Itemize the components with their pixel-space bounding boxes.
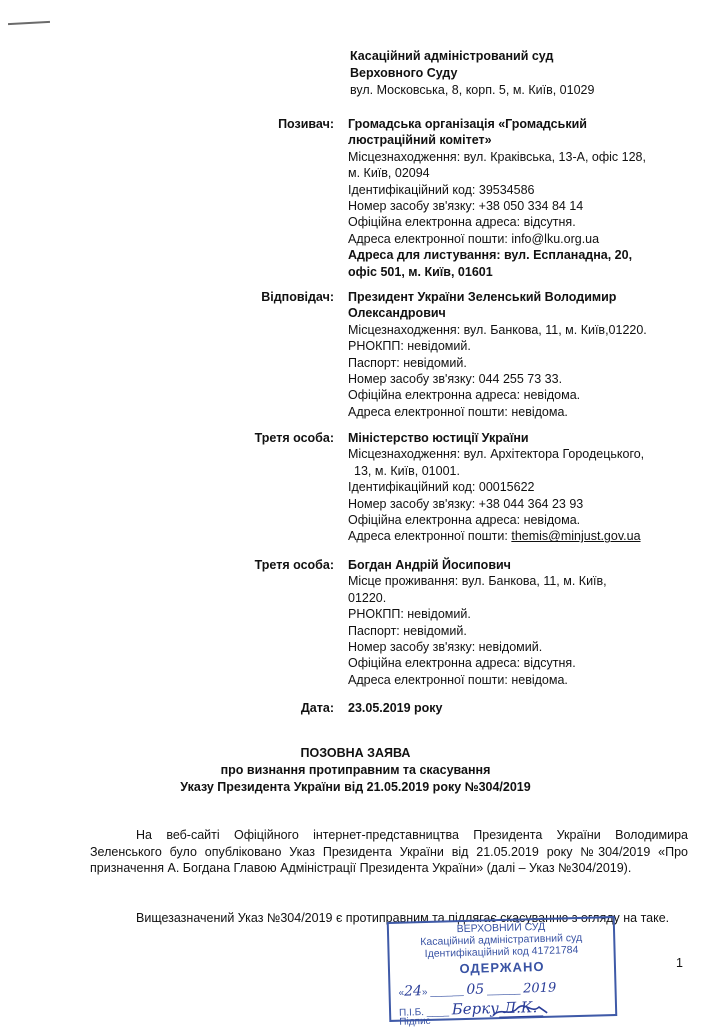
defendant-phone: Номер засобу зв'язку: 044 255 73 33.: [348, 372, 563, 387]
defendant-official-email: Офіційна електронна адреса: невідома.: [348, 388, 581, 403]
plaintiff-name-line2: люстраційний комітет»: [348, 133, 492, 148]
plaintiff-details: [348, 116, 678, 280]
title-line2: про визнання протиправним та скасування: [220, 763, 491, 777]
third-party-1-location-line2: 13, м. Київ, 01001.: [354, 463, 460, 478]
defendant-name-line1: Президент України Зеленський Володимир: [348, 290, 617, 304]
plaintiff-name-line1: Громадська організація «Громадський: [348, 117, 587, 131]
third-party-1-email-link[interactable]: themis@minjust.gov.ua: [511, 529, 641, 544]
third-party-1-official-email: Офіційна електронна адреса: невідома.: [348, 513, 581, 528]
defendant-details: [348, 289, 678, 420]
third-party-2-phone: Номер засобу зв'язку: невідомий.: [348, 640, 543, 655]
plaintiff-email: Адреса електронної пошти: info@lku.org.ua: [348, 231, 600, 246]
defendant-email: Адреса електронної пошти: невідома.: [348, 404, 568, 419]
third-party-1-location-line1: Місцезнаходження: вул. Архітектора Городецького,: [348, 447, 645, 462]
plaintiff-official-email: Офіційна електронна адреса: відсутня.: [348, 215, 576, 230]
defendant-rnokpp: РНОКПП: невідомий.: [348, 339, 471, 354]
stamp-pib-row: П.І.Б. ____ Берку Л.К.: [398, 998, 538, 1019]
third-party-2-rnokpp: РНОКПП: невідомий.: [348, 607, 471, 622]
third-party-2-name: Богдан Андрій Йосипович: [348, 558, 511, 572]
stamp-pib-label: П.І.Б.: [398, 1007, 425, 1019]
third-party-2-passport: Паспорт: невідомий.: [348, 623, 467, 638]
date-value: 23.05.2019 року: [348, 701, 443, 715]
third-party-1-name: Міністерство юстиції України: [348, 431, 529, 445]
title-line1: ПОЗОВНА ЗАЯВА: [300, 746, 411, 760]
third-party-1-details: [348, 430, 678, 545]
court-name-line2: Верховного Суду: [350, 66, 458, 80]
scan-artifact: [8, 21, 50, 25]
court-addressee: [350, 48, 594, 99]
court-name-line1: Касаційний адміністрований суд: [350, 49, 554, 63]
stamp-received: ОДЕРЖАНО: [459, 958, 545, 977]
third-party-1-id-code: Ідентифікаційний код: 00015622: [348, 480, 535, 495]
third-party-2-details: [348, 557, 678, 688]
plaintiff-label: Позивач:: [278, 117, 334, 131]
document-title: [0, 745, 711, 796]
stamp-pib-value: Берку Л.К.: [451, 998, 538, 1019]
plaintiff-location-line1: Місцезнаходження: вул. Краківська, 13-А, офіс 128,: [348, 149, 646, 164]
signature-scribble: [491, 1004, 551, 1020]
third-party-1-label: Третя особа:: [254, 431, 334, 445]
stamp-sign-row: [399, 1016, 431, 1028]
plaintiff-location-line2: м. Київ, 02094: [348, 166, 430, 181]
third-party-2-official-email: Офіційна електронна адреса: відсутня.: [348, 656, 576, 671]
stamp-month: 05: [466, 981, 485, 998]
third-party-2-label: Третя особа:: [254, 558, 334, 572]
plaintiff-id-code: Ідентифікаційний код: 39534586: [348, 182, 535, 197]
date-label: Дата:: [300, 701, 334, 715]
paragraph-1: [90, 827, 688, 877]
defendant-passport: Паспорт: невідомий.: [348, 355, 467, 370]
plaintiff-mail-line1: Адреса для листування: вул. Еспланадна, 20,: [348, 248, 633, 263]
page-number: 1: [676, 956, 683, 970]
third-party-2-residence-line2: 01220.: [348, 590, 387, 605]
stamp-line3: Ідентифікаційний код 41721784: [424, 943, 579, 961]
stamp-date-row: «24» ______ 05 ______ 2019: [398, 980, 557, 1000]
title-line3: Указу Президента України від 21.05.2019 року №304/2019: [180, 780, 531, 794]
court-address: вул. Московська, 8, корп. 5, м. Київ, 01029: [350, 83, 595, 97]
defendant-label: Відповідач:: [261, 290, 334, 304]
stamp-sign-label: Підпис: [399, 1015, 431, 1028]
plaintiff-phone: Номер засобу зв'язку: +38 050 334 84 14: [348, 199, 584, 214]
defendant-location: Місцезнаходження: вул. Банкова, 11, м. Київ,01220.: [348, 322, 647, 337]
defendant-name-line2: Олександрович: [348, 306, 446, 321]
plaintiff-mail-line2: офіс 501, м. Київ, 01601: [348, 264, 493, 279]
paragraph-1-text: На веб-сайті Офіційного інтернет-представництва Президента України Володимира Зеленського було опубліковано Указ Президента України від 21.05.2019 року №304/2019 «Про призначення А. Богдана Главою Адміністрації Президента України» (далі – Указ №304/2019).: [90, 828, 688, 876]
stamp-line1: ВЕРХОВНИЙ СУД: [456, 920, 546, 936]
third-party-2-email: Адреса електронної пошти: невідома.: [348, 672, 568, 687]
third-party-1-email: [348, 528, 678, 544]
paragraph-2-text: Вищезазначений Указ №304/2019 є протиправним та підлягає скасуванню з огляду на таке.: [136, 911, 670, 925]
reception-stamp: [387, 916, 618, 1028]
third-party-1-phone: Номер засобу зв'язку: +38 044 364 23 93: [348, 496, 584, 511]
stamp-line2: Касаційний адміністративний суд: [420, 931, 583, 949]
stamp-day: 24: [403, 983, 423, 1000]
stamp-year: 2019: [522, 980, 557, 997]
third-party-2-residence-line1: Місце проживання: вул. Банкова, 11, м. Київ,: [348, 574, 607, 589]
third-party-1-email-prefix: Адреса електронної пошти:: [348, 529, 512, 544]
date-body: [348, 700, 678, 716]
